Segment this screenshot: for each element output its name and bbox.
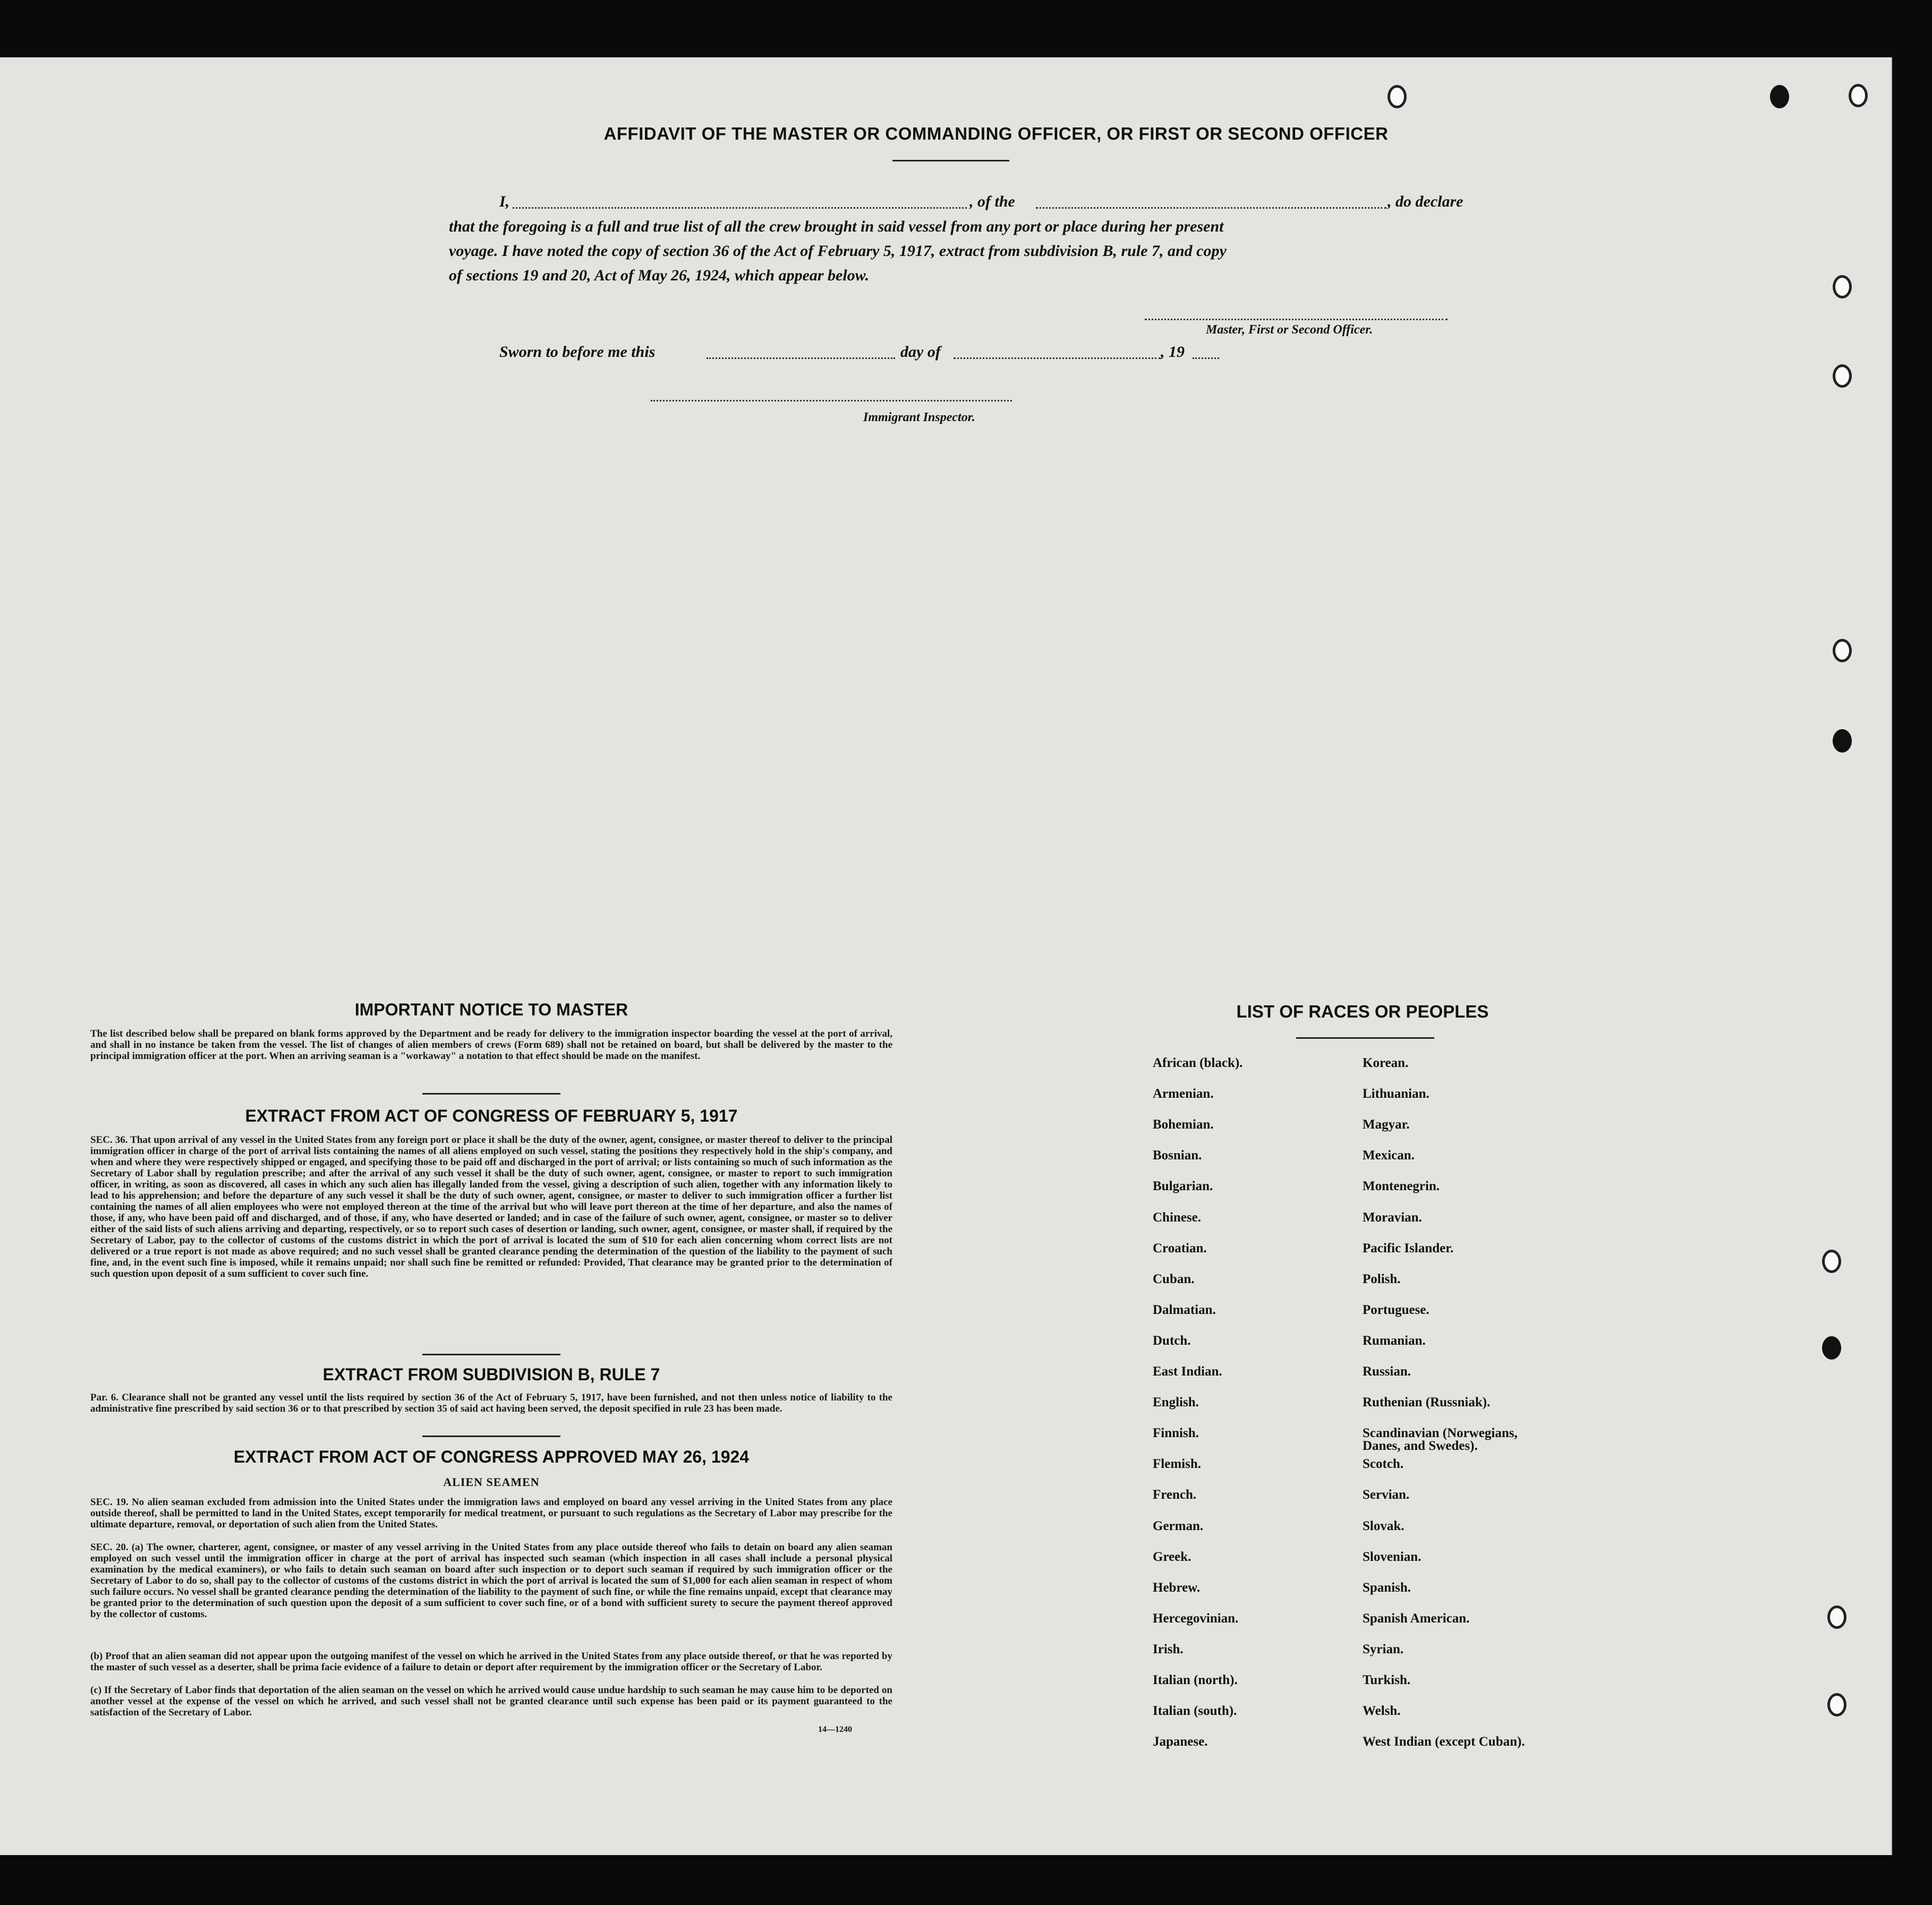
race-item: Syrian. [1363, 1642, 1404, 1656]
sworn-month-field[interactable] [954, 357, 1161, 359]
race-item: German. [1153, 1518, 1204, 1533]
race-item: Bohemian. [1153, 1117, 1214, 1132]
race-item: Italian (south). [1153, 1704, 1237, 1719]
race-item: Moravian. [1363, 1210, 1422, 1225]
race-item: Spanish American. [1363, 1611, 1470, 1626]
affidavit-i-label: I, [499, 193, 510, 210]
form-sheet [0, 57, 1892, 1855]
binder-hole [1849, 84, 1868, 107]
sworn-year-field[interactable] [1193, 357, 1219, 359]
race-item: Spanish. [1363, 1580, 1411, 1595]
master-signature-label: Master, First or Second Officer. [1206, 323, 1373, 337]
race-item: Chinese. [1153, 1210, 1201, 1225]
race-item: Cuban. [1153, 1271, 1195, 1286]
race-item: Lithuanian. [1363, 1087, 1429, 1101]
race-item: Bulgarian. [1153, 1179, 1213, 1194]
binder-hole [1388, 85, 1407, 108]
day-of-label: day of [900, 343, 941, 361]
race-item: Japanese. [1153, 1735, 1208, 1749]
race-item: African (black). [1153, 1056, 1243, 1070]
race-item: East Indian. [1153, 1364, 1222, 1379]
title-underline [892, 160, 1009, 161]
race-item: Greek. [1153, 1549, 1191, 1564]
inspector-label: Immigrant Inspector. [863, 411, 975, 424]
sworn-day-field[interactable] [707, 357, 895, 359]
race-item: English. [1153, 1395, 1199, 1410]
race-item: Italian (north). [1153, 1673, 1238, 1687]
affidavit-of-the-label: , of the [969, 193, 1015, 210]
race-item: Slovak. [1363, 1518, 1405, 1533]
race-item: French. [1153, 1488, 1197, 1502]
race-item: Hercegovinian. [1153, 1611, 1239, 1626]
race-item: Montenegrin. [1363, 1179, 1440, 1194]
race-item: Turkish. [1363, 1673, 1411, 1687]
extract-1924-subtitle: ALIEN SEAMEN [443, 1475, 540, 1489]
sworn-label: Sworn to before me this [499, 343, 656, 361]
race-item: Irish. [1153, 1642, 1184, 1656]
race-item: Portuguese. [1363, 1302, 1429, 1317]
affidavit-line-4: of sections 19 and 20, Act of May 26, 1924, which appear below. [449, 267, 870, 284]
extract-1917-body: SEC. 36. That upon arrival of any vessel in the United States from any foreign port or place it shall be the duty of the owner, agent, consignee, or master thereof to deliver to the principal immigration officer in charge of the port of arrival lists containing the names of all aliens employed on such vessel, stating the positions they respectively hold in the ship's company, and when and where they were respectively shipped or engaged, and specifying those to be paid off and discharged in the port of arrival; or lists containing so much of such information as the Secretary of Labor shall by regulation prescribe; and after the arrival of any such vessel it shall be the duty of such owner, agent, consignee, or master to report to such immigration officer, in writing, as soon as discovered, all cases in which any such alien has illegally landed from the vessel, giving a description of such alien, together with any information likely to lead to his apprehension; and before the departure of any such vessel it shall be the duty of such owner, agent, consignee, or master to deliver to such immigration officer a further list containing the names of all alien employees who were not employed thereon at the time of the arrival but who will leave port thereon at the time of her departure, and also the names of those, if any, who have been paid off and discharged, and of those, if any, who have deserted or landed; and in case of the failure of such owner, agent, consignee, or master so to deliver either of the said lists of such aliens arriving and departing, respectively, or so to report such cases of desertion or landing, such owner, agent, consignee, or master shall, if required by the Secretary of Labor, pay to the collector of customs of the customs district in which the port of arrival is located the sum of $10 for each alien concerning whom correct lists are not delivered or a true report is not made as above required; and no such vessel shall be granted clearance pending the determination of the question of the liability to the payment of such fine, and, in the event such fine is imposed, while it remains unpaid; nor shall such fine be remitted or refunded: Provided, That clearance may be granted prior to the determination of such question upon deposit of a sum sufficient to cover such fine. [90, 1134, 892, 1279]
sec-20b-body: (b) Proof that an alien seaman did not appear upon the outgoing manifest of the vessel on which he arrived in the United States from any place outside thereof, or that he was reported by the master of such vessel as a deserter, shall be prima facie evidence of a failure to detain or deport after requirement by the immigration officer or the Secretary of Labor. [90, 1651, 892, 1673]
binder-hole [1833, 275, 1852, 298]
affidavit-title: AFFIDAVIT OF THE MASTER OR COMMANDING OFFICER, OR FIRST OR SECOND OFFICER [603, 124, 1389, 143]
rule7-title: EXTRACT FROM SUBDIVISION B, RULE 7 [322, 1365, 660, 1384]
race-item: Russian. [1363, 1364, 1411, 1379]
race-item: Dalmatian. [1153, 1302, 1216, 1317]
race-item: Armenian. [1153, 1087, 1214, 1101]
races-title: LIST OF RACES OR PEOPLES [1236, 1002, 1489, 1021]
binder-hole [1833, 639, 1852, 662]
affidavit-line-3: voyage. I have noted the copy of section 36 of the Act of February 5, 1917, extract from subdivision B, rule 7, and copy [449, 242, 1227, 260]
binder-hole [1822, 1250, 1841, 1273]
binder-hole [1833, 364, 1852, 388]
divider [1296, 1037, 1434, 1039]
binder-hole [1827, 1693, 1846, 1716]
race-item: Croatian. [1153, 1241, 1207, 1255]
race-item: Mexican. [1363, 1148, 1415, 1163]
race-item: Korean. [1363, 1056, 1409, 1070]
affidavit-line-2: that the foregoing is a full and true list of all the crew brought in said vessel from any port or place during her present [449, 218, 1224, 235]
race-item: Polish. [1363, 1271, 1401, 1286]
sec-20c-body: (c) If the Secretary of Labor finds that deportation of the alien seaman on the vessel on which he arrived would cause undue hardship to such seaman he may cause him to be deported on another vessel at the expense of the vessel on which he arrived, and such vessel shall not be granted clearance until such expense has been paid or its payment guaranteed to the satisfaction of the Secretary of Labor. [90, 1685, 892, 1718]
inspector-signature-field[interactable] [651, 400, 1012, 401]
race-item: Ruthenian (Russniak). [1363, 1395, 1491, 1410]
race-item: Flemish. [1153, 1457, 1201, 1472]
race-item: Hebrew. [1153, 1580, 1201, 1595]
rule7-body: Par. 6. Clearance shall not be granted any vessel until the lists required by section 36 of the Act of February 5, 1917, have been furnished, and not then unless notice of liability to the administrative fine prescribed by said section 36 or to that prescribed by section 35 of said act having been served, the deposit specified in rule 23 has been made. [90, 1392, 892, 1414]
binder-hole [1827, 1605, 1846, 1629]
notice-body: The list described below shall be prepared on blank forms approved by the Department and be ready for delivery to the immigration inspector boarding the vessel at the port of arrival, and shall in no instance be taken from the vessel. The list of changes of alien members of crews (Form 689) shall not be retained on board, but shall be delivered by the master to the principal immigration officer at the port. When an arriving seaman is a "workaway" a notation to that effect should be made on the manifest. [90, 1028, 892, 1062]
sec-19-body: SEC. 19. No alien seaman excluded from admission into the United States under the immigration laws and employed on board any vessel arriving in the United States from any place outside thereof, shall be permitted to land in the United States, except temporarily for medical treatment, or pursuant to such regulations as the Secretary of Labor may prescribe for the ultimate departure, removal, or deportation of such alien from the United States. [90, 1497, 892, 1530]
divider [422, 1093, 560, 1095]
binder-hole [1833, 729, 1852, 753]
race-item: Finnish. [1153, 1426, 1199, 1441]
year-label: , 19 [1161, 343, 1185, 361]
sec-20a-body: SEC. 20. (a) The owner, charterer, agent, consignee, or master of any vessel arriving in the United States from any place outside thereof who fails to detain on board any alien seaman employed on such vessel until the immigration officer in charge at the port of arrival has inspected such seaman (which inspection in all cases shall include a personal physical examination by the medical examiners), or who fails to detain such seaman on board after such inspection or to deport such seaman if required by such immigration officer or the Secretary of Labor to do so, shall pay to the collector of customs of the customs district in which the port of arrival is located the sum of $1,000 for each alien seaman in respect of whom such failure occurs. No vessel shall be granted clearance pending the determination of the liability to the payment of such fine, or while the fine remains unpaid, except that clearance may be granted prior to the determination of such question upon the deposit of a sum sufficient to cover such fine, or of a bond with sufficient surety to secure the payment thereof approved by the collector of customs. [90, 1542, 892, 1620]
divider [422, 1354, 560, 1355]
race-item: Scotch. [1363, 1457, 1404, 1472]
extract-1917-title: EXTRACT FROM ACT OF CONGRESS OF FEBRUARY 5, 1917 [245, 1106, 738, 1125]
race-item: Magyar. [1363, 1117, 1410, 1132]
form-number: 14—1240 [818, 1725, 852, 1734]
affidavit-declare-label: , do declare [1388, 193, 1463, 210]
master-name-field[interactable] [513, 207, 967, 209]
race-item: Bosnian. [1153, 1148, 1202, 1163]
race-item: Pacific Islander. [1363, 1241, 1454, 1255]
race-item: West Indian (except Cuban). [1363, 1735, 1525, 1749]
race-item: Dutch. [1153, 1333, 1191, 1348]
race-item: Servian. [1363, 1488, 1410, 1502]
notice-title: IMPORTANT NOTICE TO MASTER [354, 1000, 628, 1019]
extract-1924-title: EXTRACT FROM ACT OF CONGRESS APPROVED MAY 26, 1924 [233, 1447, 750, 1466]
race-item: Rumanian. [1363, 1333, 1426, 1348]
race-item: Welsh. [1363, 1704, 1401, 1719]
race-item: Slovenian. [1363, 1549, 1422, 1564]
master-signature-field[interactable] [1145, 319, 1448, 320]
binder-hole [1822, 1336, 1841, 1360]
divider [422, 1436, 560, 1437]
vessel-name-field[interactable] [1036, 207, 1386, 209]
binder-hole [1770, 85, 1789, 108]
race-item: Scandinavian (Norwegians, Danes, and Swedes). [1363, 1426, 1518, 1454]
